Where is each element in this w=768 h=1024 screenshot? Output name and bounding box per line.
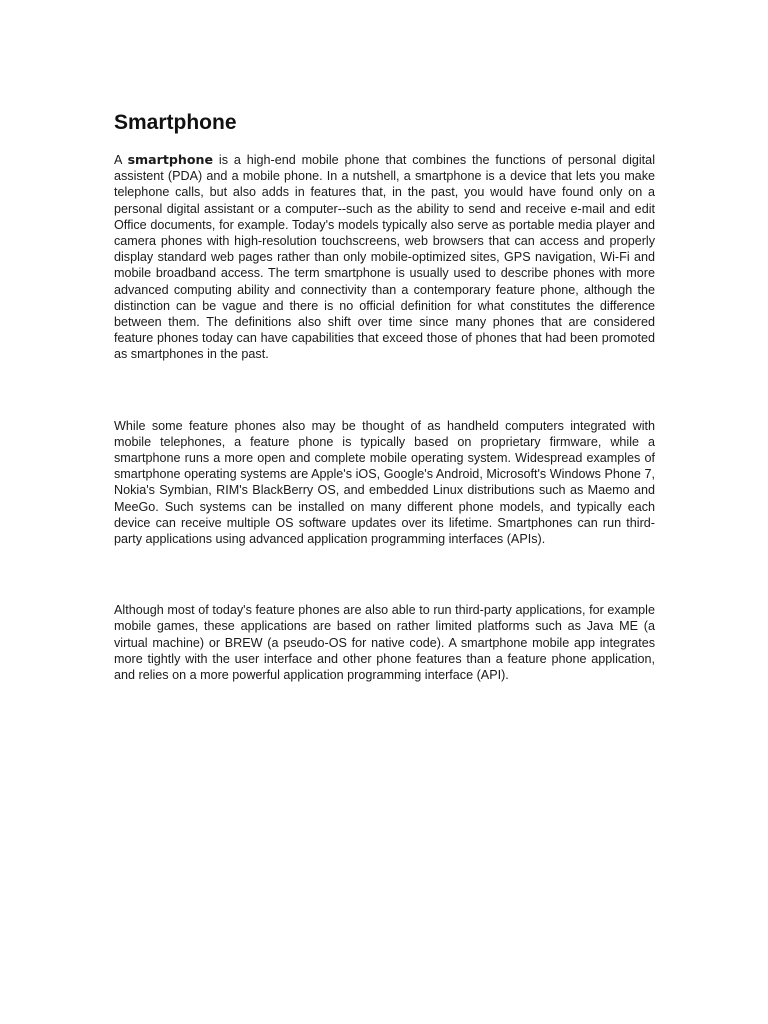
paragraph-2: While some feature phones also may be thought of as handheld computers integrated with mobile telephones, a feature phone is typically based on proprietary firmware, while a smartphone runs a more open and complete mobile operating system. Widespread examples of smartphone operating systems are Apple's iOS, Google's Android, Microsoft's Windows Phone 7, Nokia's Symbian, RIM's BlackBerry OS, and embedded Linux distributions such as Maemo and MeeGo. Such systems can be installed on many different phone models, and typically each device can receive multiple OS software updates over its lifetime. Smartphones can run third-party applications using advanced application programming interfaces (APIs). [114,418,655,547]
paragraph-1-term: smartphone [127,152,214,167]
paragraph-1-lead: A [114,153,128,167]
paragraph-3: Although most of today's feature phones are also able to run third-party applications, for example mobile games, these applications are based on rather limited platforms such as Java ME (a virtual machine) or BREW (a pseudo-OS for native code). A smartphone mobile app integrates more tightly with the user interface and other phone features than a feature phone application, and relies on a more powerful application programming interface (API). [114,603,655,683]
paragraph-1 [114,152,655,363]
document-title: Smartphone [114,111,237,134]
paragraph-1-rest: is a high-end mobile phone that combines the functions of personal digital assistent (PDA) and a mobile phone. In a nutshell, a smartphone is a device that lets you make telephone calls, but also adds in features that, in the past, you would have found only on a personal digital assistant or a computer--such as the ability to send and receive e-mail and edit Office documents, for example. Today's models typically also serve as portable media player and camera phones with high-resolution touchscreens, web browsers that can access and properly display standard web pages rather than only mobile-optimized sites, GPS navigation, Wi-Fi and mobile broadband access. The term smartphone is usually used to describe phones with more advanced computing ability and connectivity than a contemporary feature phone, although the distinction can be vague and there is no official definition for what constitutes the difference between them. The definitions also shift over time since many phones that are considered feature phones today can have capabilities that exceed those of phones that had been promoted as smartphones in the past. [114,153,655,362]
document-body [114,110,655,683]
